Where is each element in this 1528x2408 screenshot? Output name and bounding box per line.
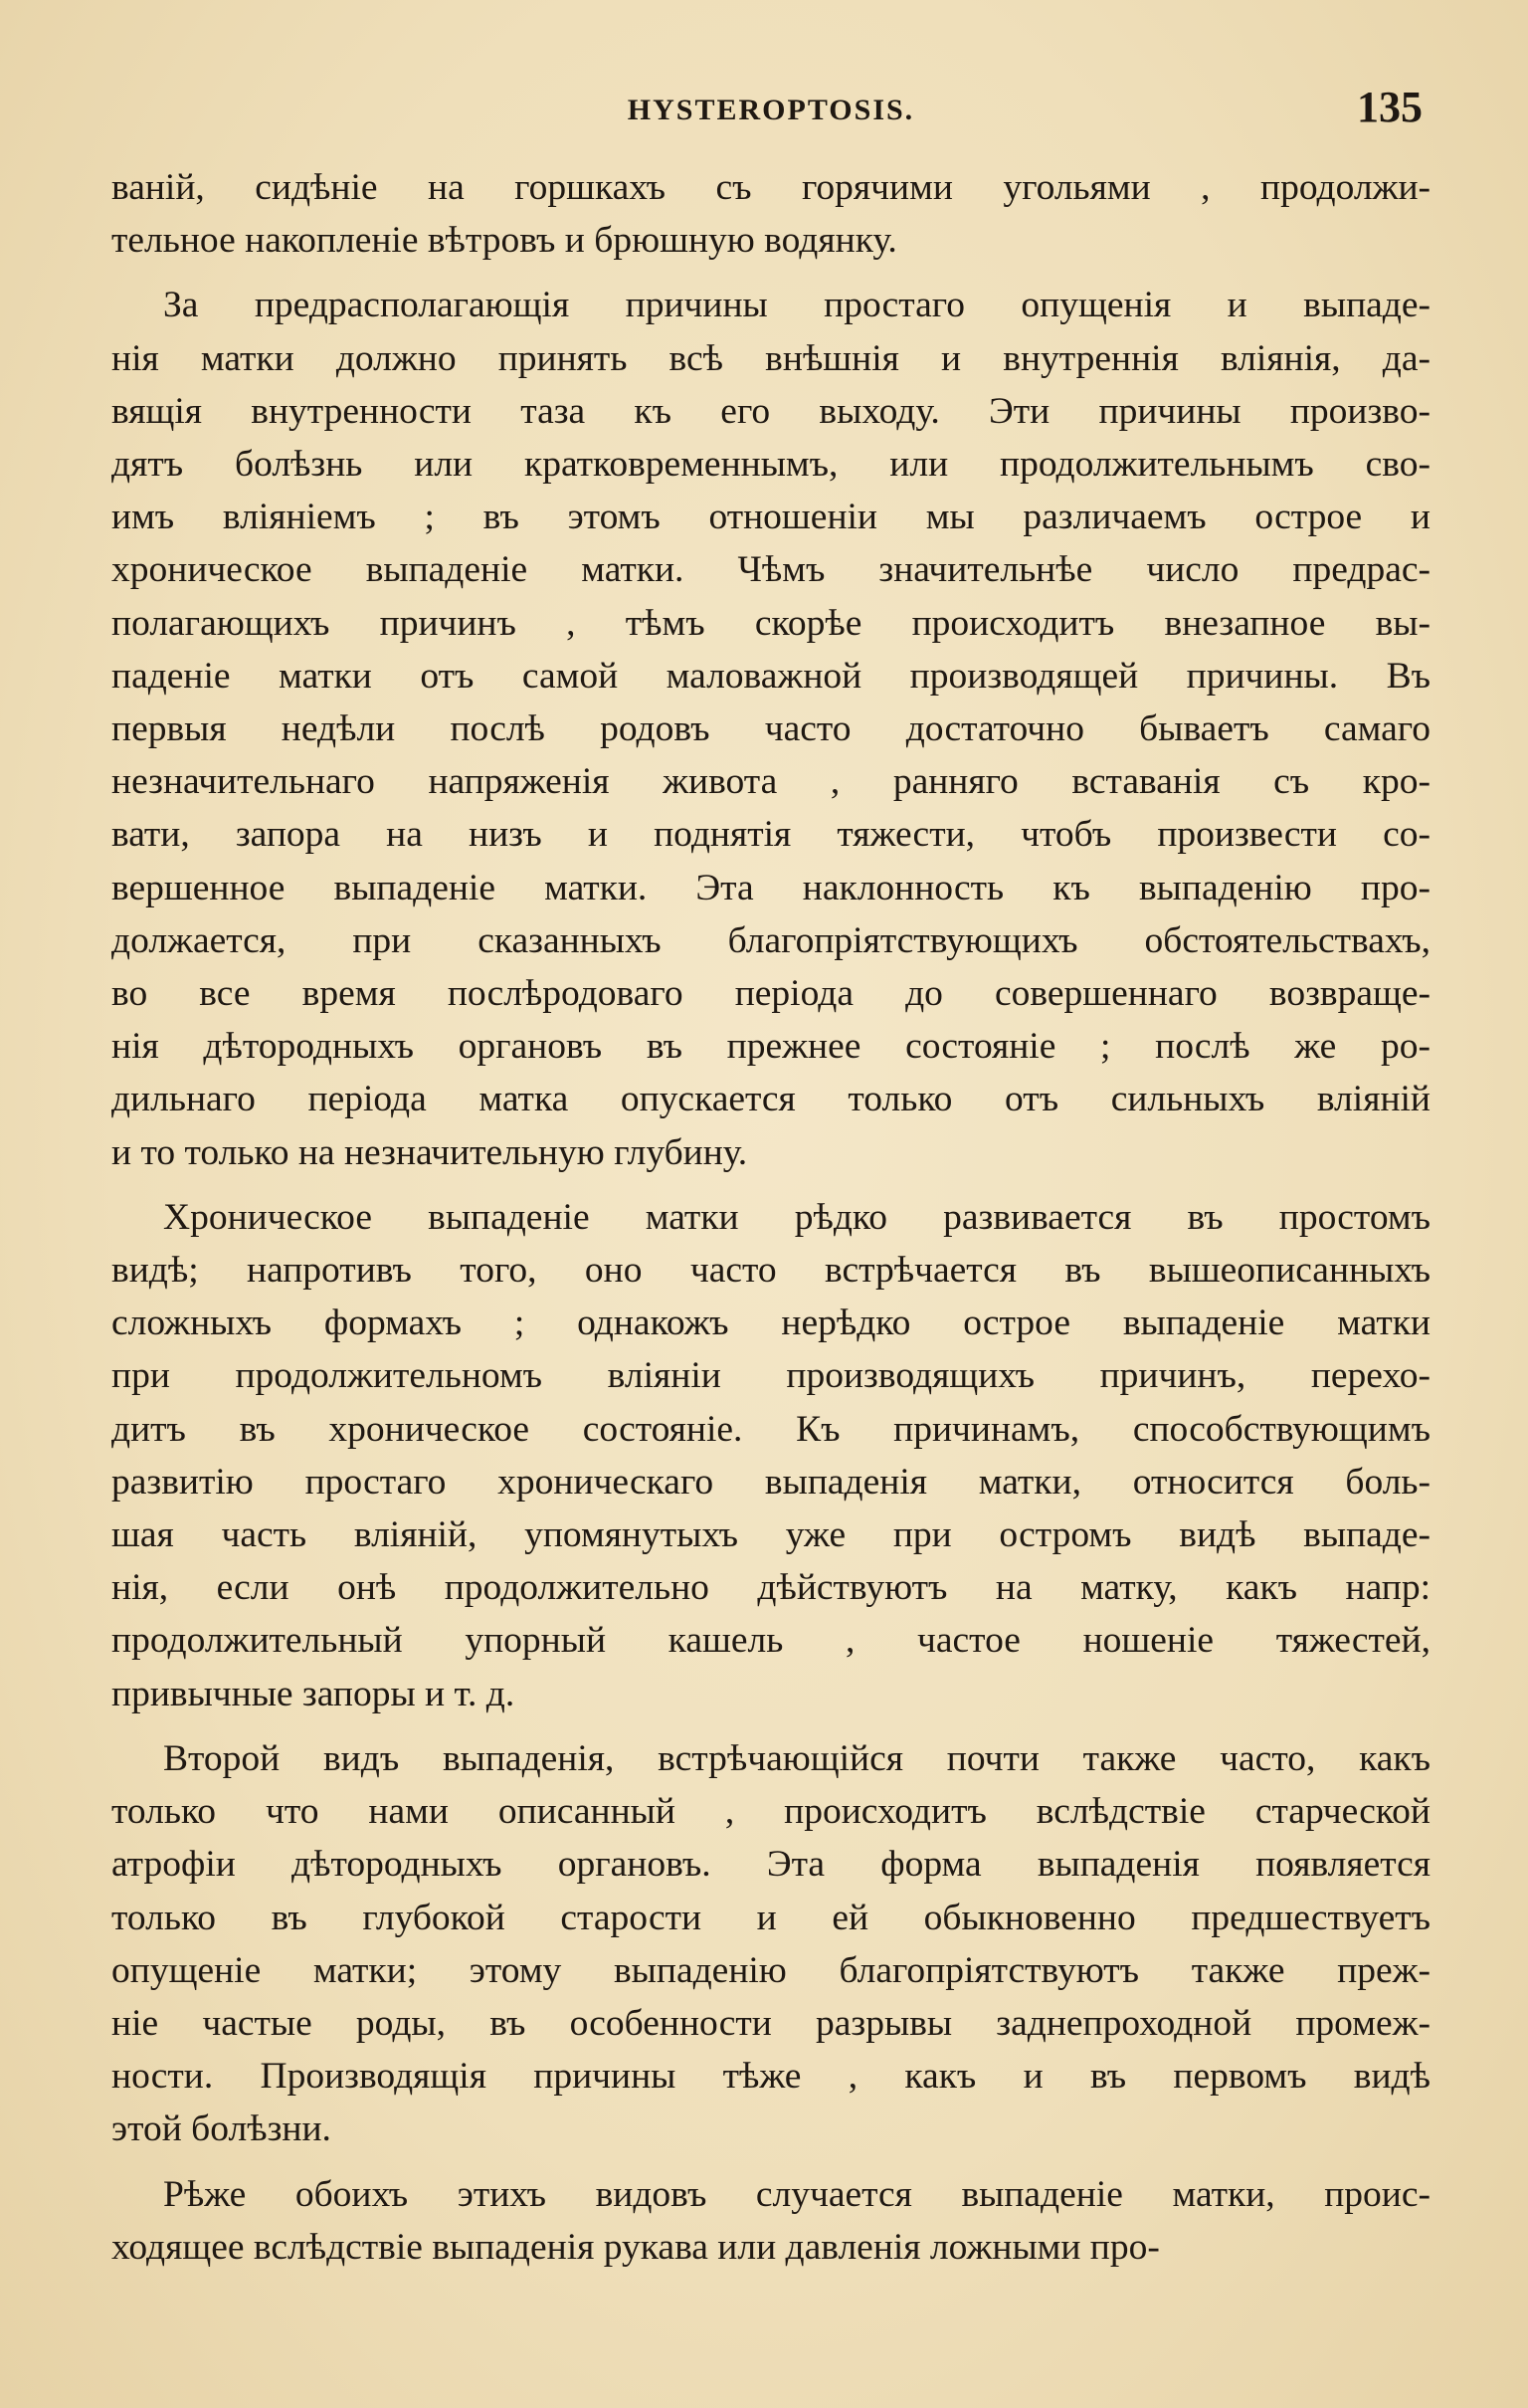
text-line: опущеніе матки; этому выпаденію благопріятствуютъ также преж- <box>111 1949 1431 1991</box>
text-line: продолжительный упорный кашель , частое ношеніе тяжестей, <box>111 1620 1431 1662</box>
text-line: этой болѣзни. <box>111 2108 331 2150</box>
text-line: атрофіи дѣтородныхъ органовъ. Эта форма выпаденія появляется <box>111 1844 1431 1886</box>
paragraph <box>111 2168 1431 2274</box>
text-line: Рѣже обоихъ этихъ видовъ случается выпаденіе матки, проис- <box>163 2173 1431 2215</box>
text-line: нія, если онѣ продолжительно дѣйствуютъ на матку, какъ напр: <box>111 1567 1431 1609</box>
page-header <box>109 82 1432 141</box>
paragraph <box>111 1732 1431 2156</box>
text-line: сложныхъ формахъ ; однакожъ нерѣдко острое выпаденіе матки <box>111 1303 1431 1344</box>
text-line: ходящее вслѣдствіе выпаденія рукава или давленія ложными про- <box>111 2226 1160 2268</box>
body-text <box>111 161 1431 2286</box>
text-line: ваній, сидѣніе на горшкахъ съ горячими угольями , продолжи- <box>111 167 1431 208</box>
text-line: дятъ болѣзнь или кратковременнымъ, или продолжительнымъ сво- <box>111 444 1431 486</box>
text-line: вати, запора на низъ и поднятія тяжести, чтобъ произвести со- <box>111 814 1431 856</box>
text-line: дитъ въ хроническое состояніе. Къ причинамъ, способствующимъ <box>111 1408 1431 1450</box>
text-line: привычные запоры и т. д. <box>111 1673 515 1714</box>
text-line: шая часть вліяній, упомянутыхъ уже при остромъ видѣ выпаде- <box>111 1514 1431 1556</box>
text-line: вящія внутренности таза къ его выходу. Эти причины произво- <box>111 390 1431 432</box>
text-line: имъ вліяніемъ ; въ этомъ отношеніи мы различаемъ острое и <box>111 497 1431 538</box>
text-line: хроническое выпаденіе матки. Чѣмъ значительнѣе число предрас- <box>111 549 1431 591</box>
page-number: 135 <box>1357 83 1423 131</box>
text-line: вершенное выпаденіе матки. Эта наклонность къ выпаденію про- <box>111 867 1431 908</box>
text-line: Хроническое выпаденіе матки рѣдко развивается въ простомъ <box>163 1196 1431 1238</box>
text-line: развитію простаго хроническаго выпаденія матки, относится боль- <box>111 1461 1431 1503</box>
text-line: полагающихъ причинъ , тѣмъ скорѣе происходитъ внезапное вы- <box>111 602 1431 644</box>
paragraph <box>111 279 1431 1178</box>
text-line: видѣ; напротивъ того, оно часто встрѣчается въ вышеописанныхъ <box>111 1250 1431 1292</box>
text-line: дильнаго періода матка опускается только отъ сильныхъ вліяній <box>111 1079 1431 1120</box>
text-line: только въ глубокой старости и ей обыкновенно предшествуетъ <box>111 1897 1431 1938</box>
text-line: должается, при сказанныхъ благопріятствующихъ обстоятельствахъ, <box>111 919 1431 961</box>
text-line: нія дѣтородныхъ органовъ въ прежнее состояніе ; послѣ же ро- <box>111 1026 1431 1068</box>
text-line: тельное накопленіе вѣтровъ и брюшную водянку. <box>111 220 897 262</box>
paragraph <box>111 1191 1431 1720</box>
text-line: нія матки должно принять всѣ внѣшнія и внутреннія вліянія, да- <box>111 337 1431 379</box>
text-line: только что нами описанный , происходитъ вслѣдствіе старческой <box>111 1791 1431 1833</box>
text-line: при продолжительномъ вліяніи производящихъ причинъ, перехо- <box>111 1355 1431 1397</box>
text-line: ности. Производящія причины тѣже , какъ и въ первомъ видѣ <box>111 2056 1431 2098</box>
paragraph <box>111 161 1431 267</box>
running-head: HYSTEROPTOSIS. <box>627 94 915 126</box>
text-line: во все время послѣродоваго періода до совершеннаго возвраще- <box>111 973 1431 1015</box>
text-line: Второй видъ выпаденія, встрѣчающійся почти также часто, какъ <box>163 1737 1431 1779</box>
text-line: первыя недѣли послѣ родовъ часто достаточно бываетъ самаго <box>111 708 1431 750</box>
text-line: и то только на незначительную глубину. <box>111 1131 748 1173</box>
text-line: незначительнаго напряженія живота , ранняго вставанія съ кро- <box>111 761 1431 803</box>
text-line: паденіе матки отъ самой маловажной производящей причины. Въ <box>111 655 1431 697</box>
text-line: За предрасполагающія причины простаго опущенія и выпаде- <box>163 285 1431 326</box>
text-line: ніе частые роды, въ особенности разрывы заднепроходной промеж- <box>111 2002 1431 2044</box>
